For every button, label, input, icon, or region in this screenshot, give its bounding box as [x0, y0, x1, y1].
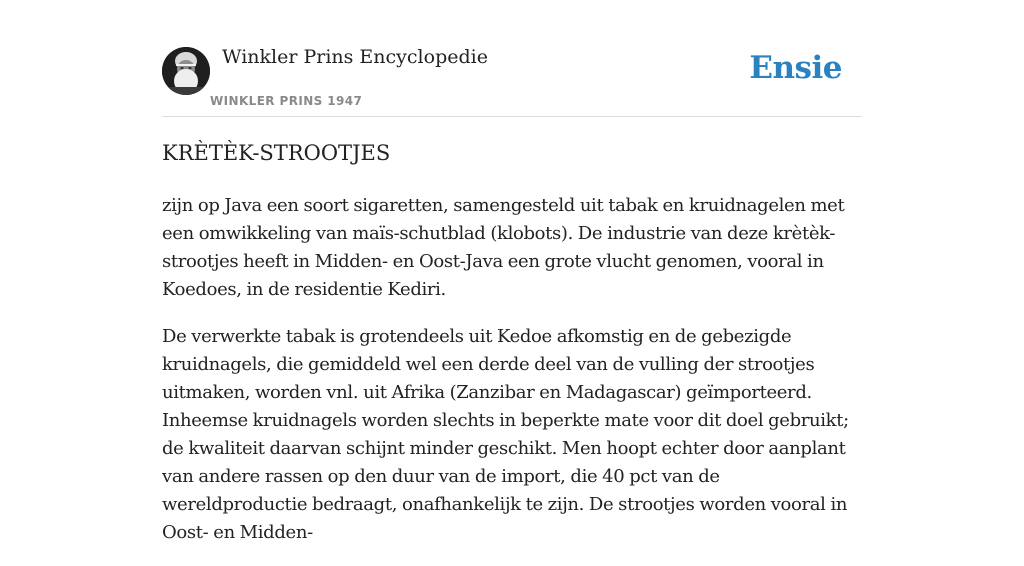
author-avatar[interactable] [162, 47, 210, 95]
bearded-man-portrait-icon [162, 47, 210, 95]
paragraph: zijn op Java een soort sigaretten, samengesteld uit tabak en kruidnagelen met een omwikkeling van maïs-schutblad (klobots). De industrie van deze krètèk-strootjes heeft in Midden- en Oost-Java een grote vlucht genomen, vooral in Koedoes, in de residentie Kediri. [162, 195, 845, 300]
publisher-name[interactable]: Winkler Prins Encyclopedie [222, 46, 488, 68]
paragraph: De verwerkte tabak is grotendeels uit Kedoe afkomstig en de gebezigde kruidnagels, die gemiddeld wel een derde deel van de vulling der strootjes uitmaken, worden vnl. uit Afrika (Zanzibar en Madagascar) geïmporteerd. Inheemse kruidnagels worden slechts in beperkte mate voor dit doel gebruikt; de kwaliteit daarvan schijnt minder geschikt. Men hoopt echter door aanplant van andere rassen op den duur van de import, die 40 pct van de wereldproductie bedraagt, onafhankelijk te zijn. De strootjes worden vooral in Oost- en Midden- [162, 326, 849, 543]
page [162, 0, 862, 543]
source-tag[interactable]: WINKLER PRINS 1947 [210, 94, 363, 108]
ensie-logo[interactable]: Ensie [749, 50, 842, 86]
article-title: KRÈTÈK-STROOTJES [162, 141, 391, 165]
article-body [162, 192, 862, 566]
header [162, 0, 862, 117]
